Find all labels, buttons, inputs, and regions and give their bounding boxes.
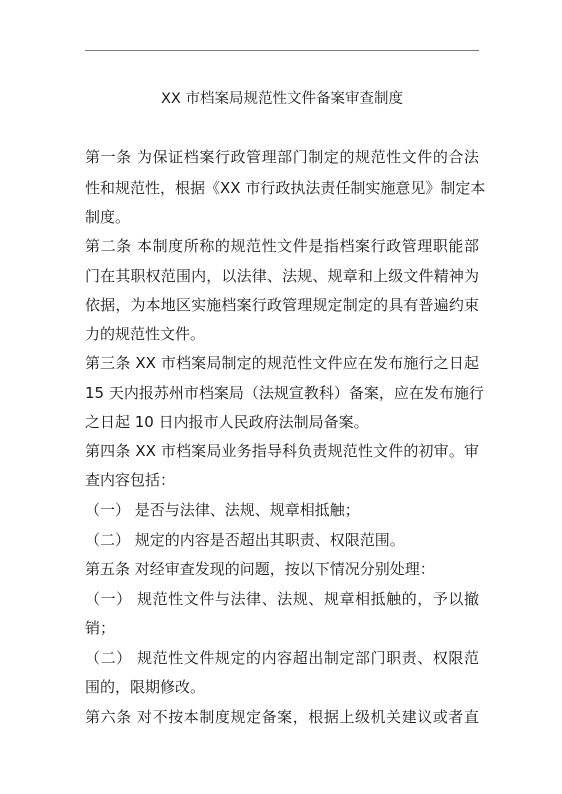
line-article-1: 性和规范性，根据《XX 市行政执法责任制实施意见》制定本 <box>85 179 486 197</box>
line-article-3: 15 天内报苏州市档案局（法规宣教科）备案，应在发布施行 <box>85 384 484 402</box>
line-article-2: 第二条 本制度所称的规范性文件是指档案行政管理职能部 <box>85 237 479 255</box>
line-article-4: 第四条 XX 市档案局业务指导科负责规范性文件的初审。审 <box>85 442 479 460</box>
line-article-3: 第三条 XX 市档案局制定的规范性文件应在发布施行之日起 <box>85 354 479 372</box>
line-article-5-item: （二） 规范性文件规定的内容超出制定部门职责、权限范 <box>85 649 479 667</box>
line-article-3: 之日起 10 日内报市人民政府法制局备案。 <box>85 413 369 431</box>
line-article-1: 制度。 <box>85 208 131 226</box>
line-article-4: 查内容包括： <box>85 471 176 489</box>
line-article-1: 第一条 为保证档案行政管理部门制定的规范性文件的合法 <box>85 148 479 166</box>
line-article-5: 第五条 对经审查发现的问题，按以下情况分别处理： <box>85 560 435 578</box>
line-article-5-item: 围的，限期修改。 <box>85 678 206 696</box>
line-article-6: 第六条 对不按本制度规定备案，根据上级机关建议或者直 <box>85 708 479 726</box>
document-title: XX 市档案局规范性文件备案审查制度 <box>161 91 403 107</box>
line-article-5-item: （一） 规范性文件与法律、法规、规章相抵触的，予以撤 <box>85 590 479 608</box>
line-article-5-item: 销； <box>85 619 116 637</box>
line-article-2: 门在其职权范围内，以法律、法规、规章和上级文件精神为 <box>85 267 479 285</box>
line-article-4-item: （二） 规定的内容是否超出其职责、权限范围。 <box>85 531 405 549</box>
line-article-2: 力的规范性文件。 <box>85 325 206 343</box>
header-rule <box>85 50 479 51</box>
line-article-4-item: （一） 是否与法律、法规、规章相抵触； <box>85 501 360 519</box>
line-article-2: 依据，为本地区实施档案行政管理规定制定的具有普遍约束 <box>85 296 479 314</box>
